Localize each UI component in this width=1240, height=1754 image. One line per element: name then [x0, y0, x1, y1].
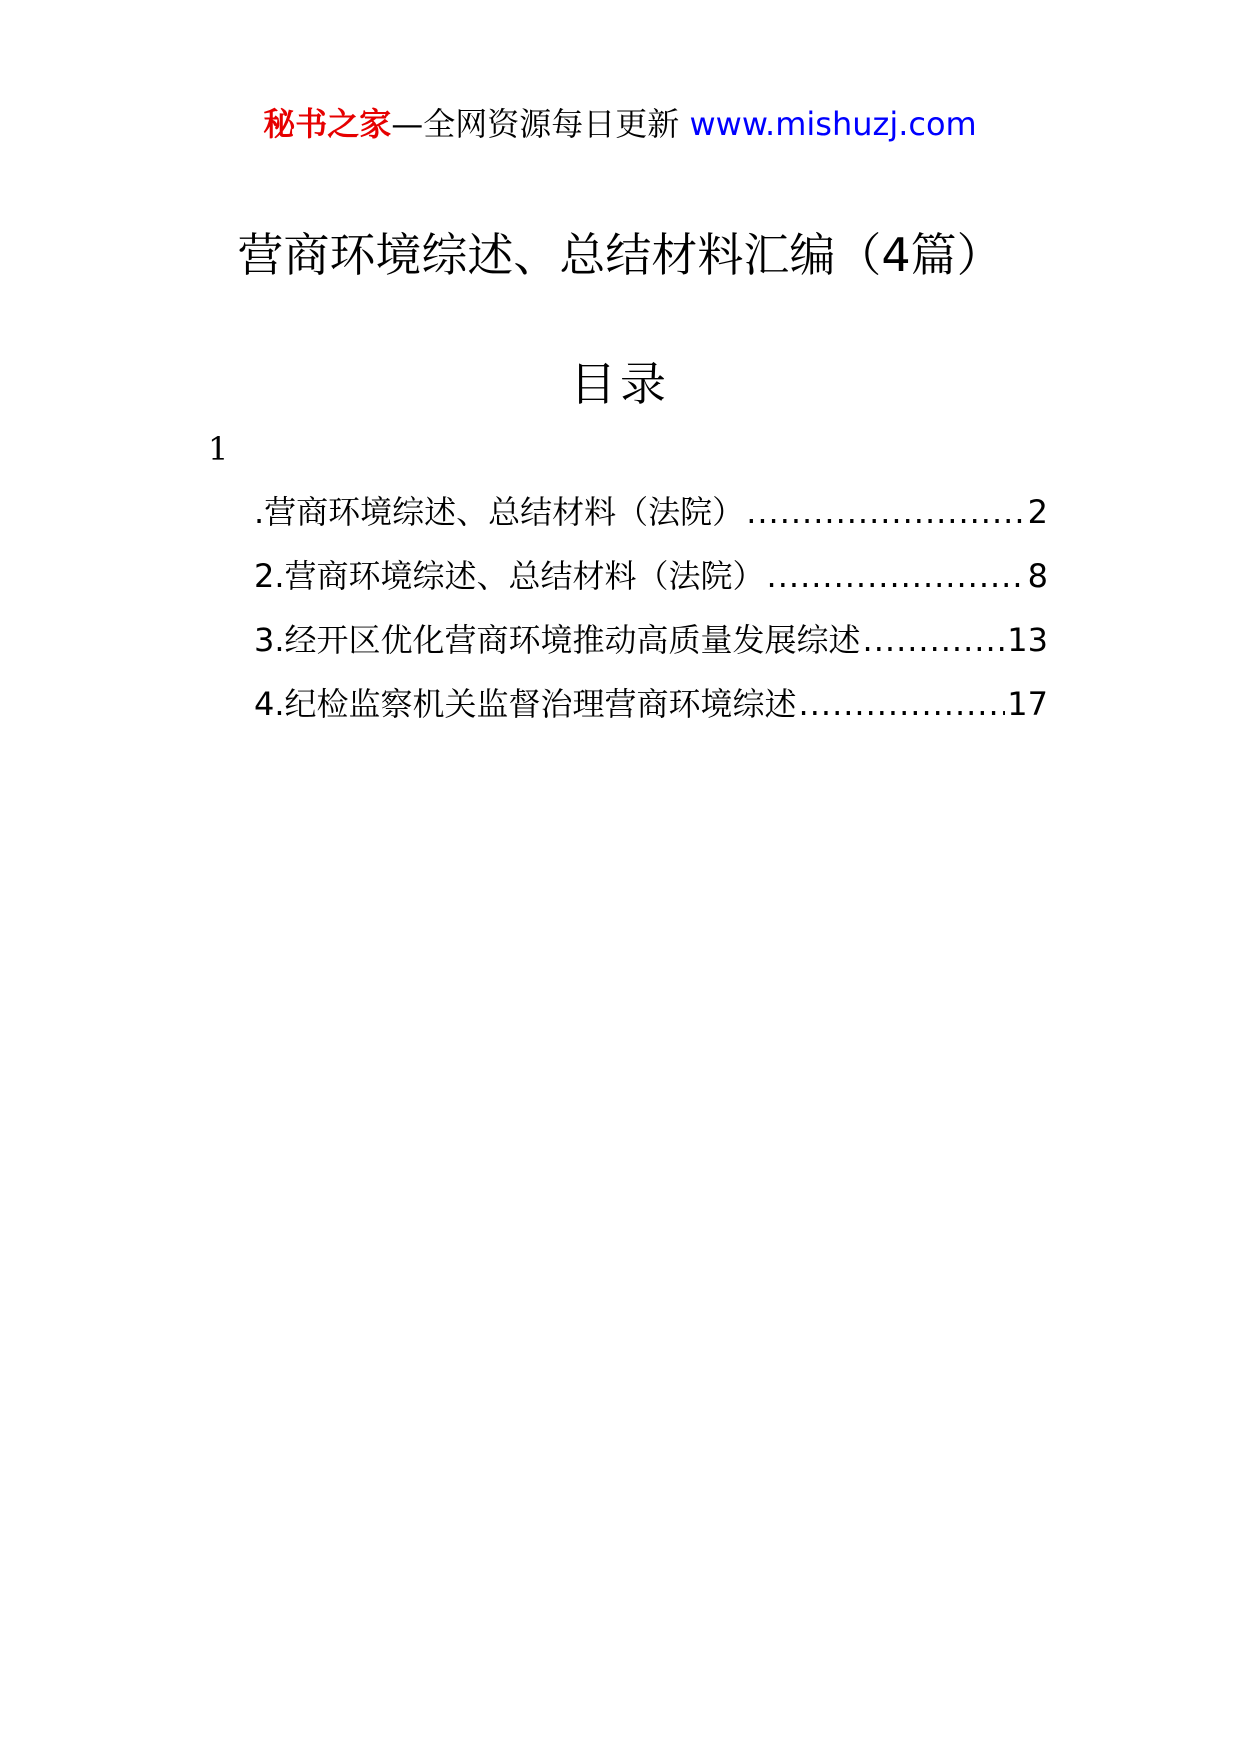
- toc-entry-page: 8: [1027, 557, 1048, 595]
- toc-entry-title: .营商环境综述、总结材料（法院）: [254, 493, 745, 531]
- toc-entry-title: 3.经开区优化营商环境推动高质量发展综述: [254, 621, 861, 659]
- toc-entry-page: 17: [1007, 685, 1048, 723]
- document-title: 营商环境综述、总结材料汇编（4篇）: [237, 228, 1003, 282]
- toc-entry[interactable]: [254, 682, 1048, 746]
- table-of-contents: [254, 490, 1048, 746]
- toc-leader-dots: [863, 618, 1006, 662]
- header-tagline: —全网资源每日更新: [391, 105, 690, 143]
- toc-leader-dots: [799, 682, 1006, 726]
- toc-entry[interactable]: [254, 554, 1048, 618]
- toc-entry-page: 13: [1007, 621, 1048, 659]
- toc-leader-dots: [767, 554, 1026, 598]
- toc-leader-dots: [746, 490, 1025, 534]
- toc-entry-title: 2.营商环境综述、总结材料（法院）: [254, 557, 765, 595]
- toc-heading: 目录: [570, 357, 670, 411]
- site-url-link[interactable]: www.mishuzj.com: [689, 105, 977, 143]
- site-header: [0, 102, 1240, 146]
- stray-number: 1: [208, 430, 229, 468]
- toc-entry[interactable]: [254, 490, 1048, 554]
- toc-entry-page: 2: [1027, 493, 1048, 531]
- toc-entry[interactable]: [254, 618, 1048, 682]
- toc-entry-title: 4.纪检监察机关监督治理营商环境综述: [254, 685, 797, 723]
- brand-name: 秘书之家: [263, 105, 392, 143]
